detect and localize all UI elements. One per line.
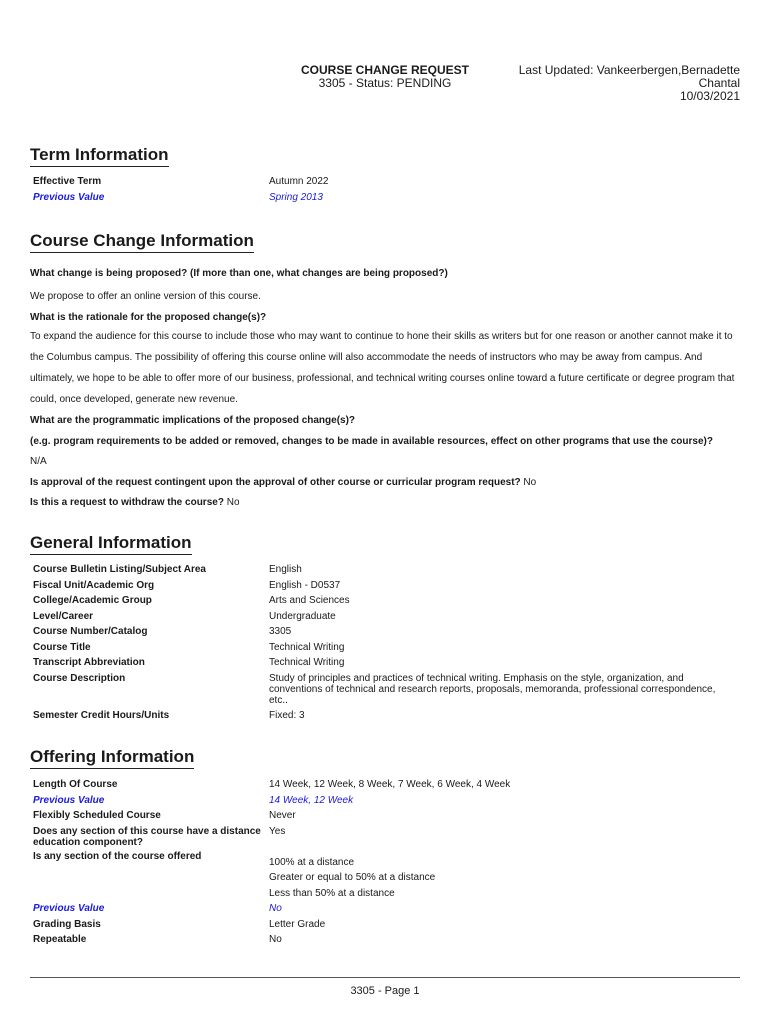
page-number: 3305 - Page 1	[350, 985, 420, 997]
question-approval-contingent-text: Is approval of the request contingent upon the approval of other course or curricular program request?	[30, 477, 521, 488]
answer-withdraw-course: No	[226, 497, 240, 508]
general-row-label: Course Number/Catalog	[33, 626, 148, 637]
footer-divider	[30, 977, 740, 978]
offered-previous-label: Previous Value	[33, 903, 105, 914]
question-programmatic-implications-detail: (e.g. program requirements to be added or removed, changes to be made in available resources, effect on other programs that use the course)?	[30, 436, 713, 447]
repeatable-value: No	[269, 934, 282, 945]
answer-approval-contingent: No	[523, 477, 537, 488]
question-approval-contingent	[30, 477, 536, 488]
previous-term-label: Previous Value	[33, 192, 105, 203]
general-row-label: Fiscal Unit/Academic Org	[33, 580, 155, 591]
answer-rationale: To expand the audience for this course to include those who may want to continue to hone their skills as writers but for one reason or another cannot make it to the Columbus campus. The possibility of offering this course online will also accommodate the needs of instructors who may be away from campus. And ultimately, we hope to be able to offer more of our business, professional, and technical writing courses online toward a future certificate or degree program that could, once developed, generate new revenue.	[30, 331, 735, 405]
document-header	[285, 64, 485, 90]
answer-proposed-change: We propose to offer an online version of this course.	[30, 291, 261, 302]
term-information-heading: Term Information	[30, 145, 169, 167]
effective-term-value: Autumn 2022	[269, 176, 329, 187]
last-updated-line2: Chantal	[698, 76, 740, 90]
distance-education-label: Does any section of this course have a distance education component?	[33, 826, 261, 848]
question-withdraw-course-text: Is this a request to withdraw the course?	[30, 497, 224, 508]
effective-term-label: Effective Term	[33, 176, 102, 187]
general-row-label: Course Title	[33, 642, 91, 653]
distance-education-value: Yes	[269, 826, 286, 837]
previous-term-value: Spring 2013	[269, 192, 323, 203]
course-description-value: Study of principles and practices of technical writing. Emphasis on the style, organization, and conventions of technical and research reports, proposals, memoranda, professional correspondence, etc..	[269, 673, 716, 706]
flexibly-scheduled-value: Never	[269, 810, 296, 821]
general-row-label: Transcript Abbreviation	[33, 657, 145, 668]
general-row-value: English - D0537	[269, 580, 341, 591]
general-row-value: Arts and Sciences	[269, 595, 350, 606]
general-row-label: College/Academic Group	[33, 595, 152, 606]
general-row-value: 3305	[269, 626, 292, 637]
general-row-value: English	[269, 564, 302, 575]
last-updated-date: 10/03/2021	[679, 89, 740, 103]
length-of-course-label: Length Of Course	[33, 779, 118, 790]
general-information-heading: General Information	[30, 533, 192, 555]
document-title: COURSE CHANGE REQUEST	[300, 63, 470, 77]
general-row-value: Fixed: 3	[269, 710, 305, 721]
grading-basis-label: Grading Basis	[33, 919, 101, 930]
offered-option-100-percent: 100% at a distance	[269, 857, 355, 868]
question-proposed-change: What change is being proposed? (If more than one, what changes are being proposed?)	[30, 268, 448, 279]
course-change-heading: Course Change Information	[30, 231, 254, 253]
flexibly-scheduled-label: Flexibly Scheduled Course	[33, 810, 161, 821]
last-updated-line1: Last Updated: Vankeerbergen,Bernadette	[518, 63, 740, 77]
general-row-label: Course Bulletin Listing/Subject Area	[33, 564, 206, 575]
general-row-value: Technical Writing	[269, 642, 345, 653]
length-previous-value: 14 Week, 12 Week	[269, 795, 354, 806]
length-previous-label: Previous Value	[33, 795, 105, 806]
offered-previous-value: No	[269, 903, 282, 914]
offering-information-heading: Offering Information	[30, 747, 194, 769]
general-row-label: Level/Career	[33, 611, 94, 622]
offered-at-distance-label: Is any section of the course offered	[33, 851, 202, 862]
question-rationale: What is the rationale for the proposed change(s)?	[30, 312, 267, 323]
question-withdraw-course	[30, 497, 240, 508]
length-of-course-value: 14 Week, 12 Week, 8 Week, 7 Week, 6 Week, 4 Week	[269, 779, 511, 790]
offered-option-less-50: Less than 50% at a distance	[269, 888, 395, 899]
last-updated-block	[480, 64, 740, 103]
general-row-value: Technical Writing	[269, 657, 345, 668]
grading-basis-value: Letter Grade	[269, 919, 326, 930]
general-row-label: Course Description	[33, 673, 126, 684]
offered-option-greater-50: Greater or equal to 50% at a distance	[269, 872, 436, 883]
general-row-label: Semester Credit Hours/Units	[33, 710, 170, 721]
answer-programmatic-implications: N/A	[30, 456, 47, 467]
status-line: 3305 - Status: PENDING	[318, 76, 452, 90]
general-row-value: Undergraduate	[269, 611, 336, 622]
repeatable-label: Repeatable	[33, 934, 87, 945]
question-programmatic-implications: What are the programmatic implications of the proposed change(s)?	[30, 415, 356, 426]
